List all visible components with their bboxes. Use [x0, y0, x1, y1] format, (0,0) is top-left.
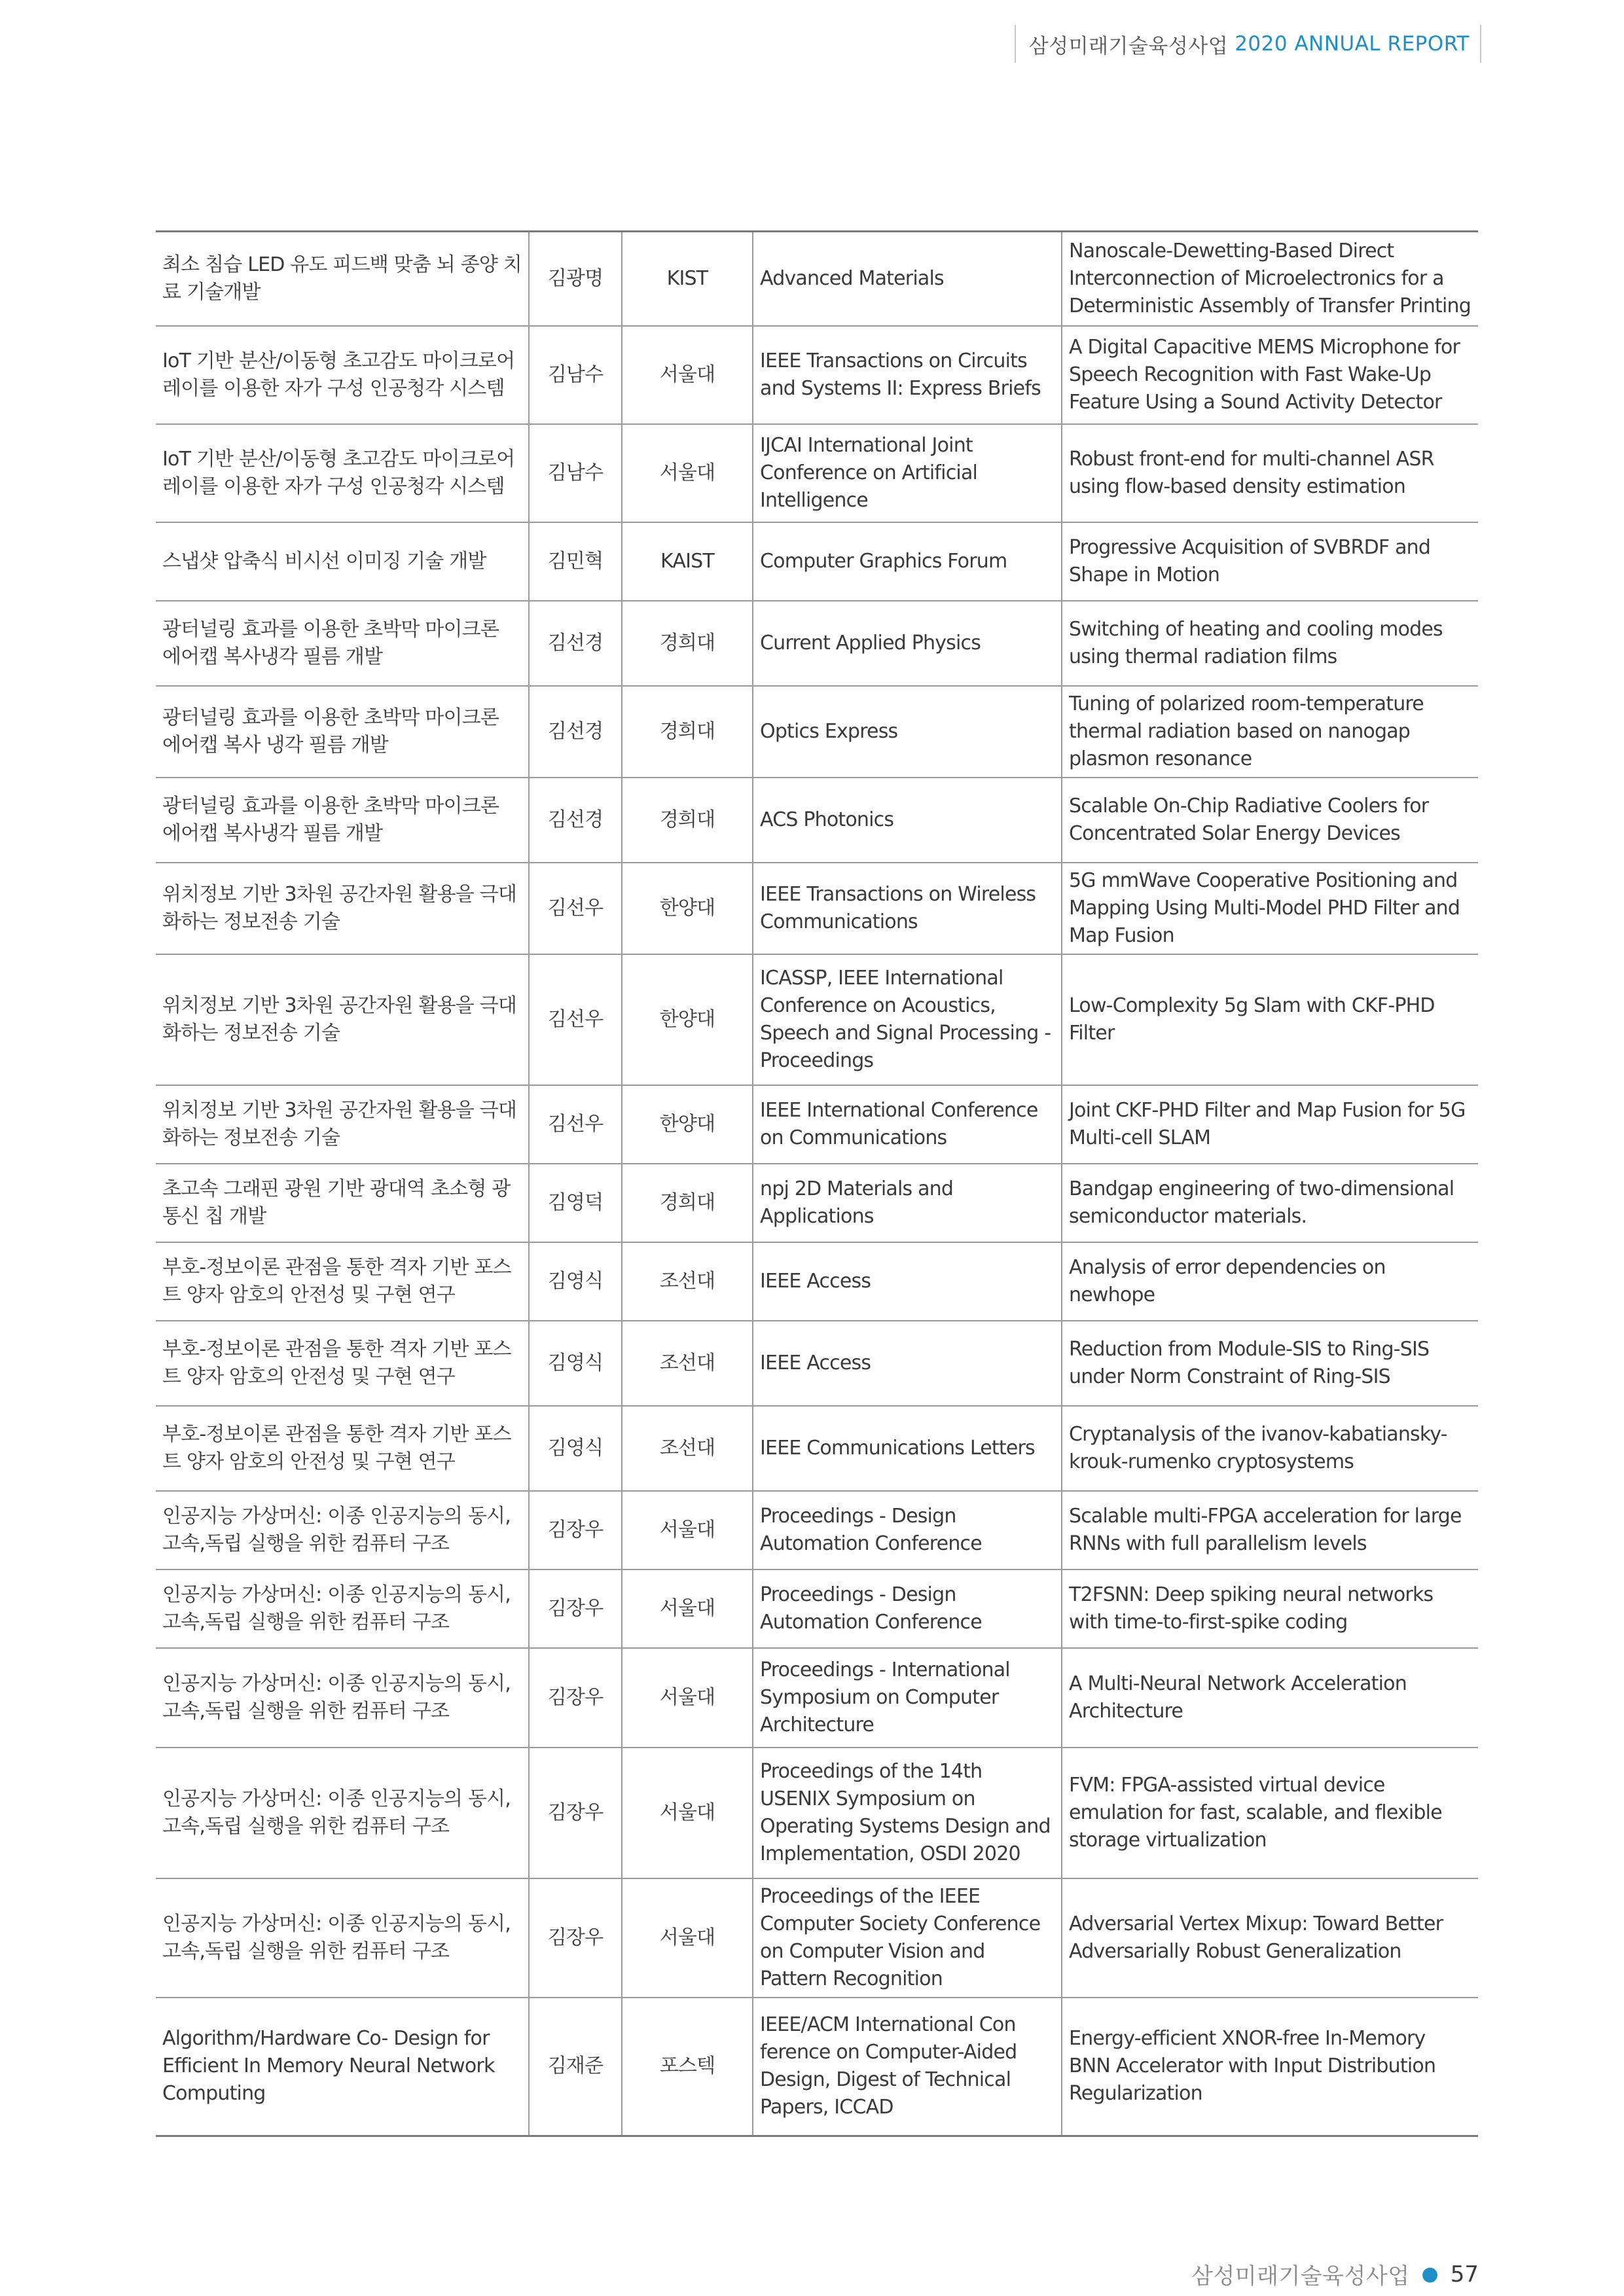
project-cell: 부호-정보이론 관점을 통한 격자 기반 포스트 양자 암호의 안전성 및 구현 연구	[156, 1406, 529, 1491]
paper-title-cell: Joint CKF-PHD Filter and Map Fusion for 5G Multi-cell SLAM	[1062, 1085, 1478, 1164]
venue-cell: IJCAI International Joint Conference on Artificial Intelligence	[753, 424, 1062, 522]
project-cell: 광터널링 효과를 이용한 초박막 마이크론 에어캡 복사 냉각 필름 개발	[156, 686, 529, 778]
institution-cell: 경희대	[622, 601, 753, 686]
table-row	[156, 1406, 1478, 1491]
table-row	[156, 1491, 1478, 1570]
table-row	[156, 1321, 1478, 1406]
table-row	[156, 863, 1478, 954]
paper-title-cell: FVM: FPGA-assisted virtual device emulation for fast, scalable, and flexible storage virtualization	[1062, 1748, 1478, 1878]
researcher-cell: 김영식	[529, 1321, 622, 1406]
paper-title-cell: Robust front-end for multi-channel ASR using flow-based density estimation	[1062, 424, 1478, 522]
paper-title-cell: T2FSNN: Deep spiking neural networks with time-to-first-spike coding	[1062, 1570, 1478, 1648]
paper-title-cell: Adversarial Vertex Mixup: Toward Better Adversarially Robust Generalization	[1062, 1878, 1478, 1998]
bullet-icon: ●	[1421, 2263, 1439, 2286]
paper-title-cell: Scalable multi-FPGA acceleration for large RNNs with full parallelism levels	[1062, 1491, 1478, 1570]
paper-title-cell: Energy-efficient XNOR-free In-Memory BNN Accelerator with Input Distribution Regularization	[1062, 1998, 1478, 2136]
project-cell: 광터널링 효과를 이용한 초박막 마이크론 에어캡 복사냉각 필름 개발	[156, 601, 529, 686]
institution-cell: KIST	[622, 232, 753, 326]
institution-cell: 서울대	[622, 1748, 753, 1878]
paper-title-cell: Bandgap engineering of two-dimensional semiconductor materials.	[1062, 1164, 1478, 1242]
project-cell: 부호-정보이론 관점을 통한 격자 기반 포스트 양자 암호의 안전성 및 구현 연구	[156, 1242, 529, 1321]
table-row	[156, 522, 1478, 601]
institution-cell: 서울대	[622, 1648, 753, 1748]
project-cell: 인공지능 가상머신: 이종 인공지능의 동시,고속,독립 실행을 위한 컴퓨터 구조	[156, 1570, 529, 1648]
institution-cell: 한양대	[622, 954, 753, 1085]
institution-cell: 서울대	[622, 1570, 753, 1648]
footer-org: 삼성미래기술육성사업	[1191, 2263, 1410, 2289]
institution-cell: 포스텍	[622, 1998, 753, 2136]
venue-cell: Proceedings of the 14th USENIX Symposium on Operating Systems Design and Implementation, OSDI 2020	[753, 1748, 1062, 1878]
paper-title-cell: Reduction from Module-SIS to Ring-SIS under Norm Constraint of Ring-SIS	[1062, 1321, 1478, 1406]
researcher-cell: 김선우	[529, 1085, 622, 1164]
project-cell: 인공지능 가상머신: 이종 인공지능의 동시,고속,독립 실행을 위한 컴퓨터 구조	[156, 1748, 529, 1878]
researcher-cell: 김영식	[529, 1406, 622, 1491]
venue-cell: Proceedings of the IEEE Computer Society Conference on Computer Vision and Pattern Recognition	[753, 1878, 1062, 1998]
researcher-cell: 김남수	[529, 326, 622, 424]
table-row	[156, 1998, 1478, 2136]
table-row	[156, 686, 1478, 778]
table-row	[156, 1242, 1478, 1321]
table-row	[156, 1164, 1478, 1242]
page-footer	[1191, 2258, 1479, 2290]
researcher-cell: 김장우	[529, 1878, 622, 1998]
header-report-title: 2020 ANNUAL REPORT	[1235, 32, 1470, 56]
table-row	[156, 232, 1478, 326]
venue-cell: Proceedings - Design Automation Conference	[753, 1570, 1062, 1648]
table-row	[156, 1878, 1478, 1998]
project-cell: 위치정보 기반 3차원 공간자원 활용을 극대화하는 정보전송 기술	[156, 863, 529, 954]
researcher-cell: 김재준	[529, 1998, 622, 2136]
project-cell: Algorithm/Hardware Co- Design for Efficient In Memory Neural Network Computing	[156, 1998, 529, 2136]
table-row	[156, 1570, 1478, 1648]
paper-title-cell: Cryptanalysis of the ivanov-kabatiansky-krouk-rumenko cryptosystems	[1062, 1406, 1478, 1491]
paper-title-cell: Progressive Acquisition of SVBRDF and Shape in Motion	[1062, 522, 1478, 601]
project-cell: 인공지능 가상머신: 이종 인공지능의 동시,고속,독립 실행을 위한 컴퓨터 구조	[156, 1648, 529, 1748]
institution-cell: 조선대	[622, 1321, 753, 1406]
institution-cell: 서울대	[622, 1878, 753, 1998]
publications-table	[156, 230, 1478, 2137]
venue-cell: IEEE Access	[753, 1242, 1062, 1321]
researcher-cell: 김광명	[529, 232, 622, 326]
table-row	[156, 601, 1478, 686]
venue-cell: IEEE International Conference on Communications	[753, 1085, 1062, 1164]
table-row	[156, 1748, 1478, 1878]
project-cell: IoT 기반 분산/이동형 초고감도 마이크로어레이를 이용한 자가 구성 인공청각 시스템	[156, 326, 529, 424]
paper-title-cell: Tuning of polarized room-temperature thermal radiation based on nanogap plasmon resonance	[1062, 686, 1478, 778]
table-row	[156, 424, 1478, 522]
institution-cell: 한양대	[622, 1085, 753, 1164]
venue-cell: IEEE Transactions on Wireless Communications	[753, 863, 1062, 954]
institution-cell: 경희대	[622, 1164, 753, 1242]
venue-cell: IEEE Transactions on Circuits and Systems II: Express Briefs	[753, 326, 1062, 424]
paper-title-cell: Switching of heating and cooling modes using thermal radiation films	[1062, 601, 1478, 686]
project-cell: 광터널링 효과를 이용한 초박막 마이크론 에어캡 복사냉각 필름 개발	[156, 778, 529, 863]
paper-title-cell: A Multi-Neural Network Acceleration Architecture	[1062, 1648, 1478, 1748]
table-row	[156, 326, 1478, 424]
venue-cell: IEEE/ACM International Con ference on Computer-Aided Design, Digest of Technical Papers, ICCAD	[753, 1998, 1062, 2136]
researcher-cell: 김민혁	[529, 522, 622, 601]
researcher-cell: 김영식	[529, 1242, 622, 1321]
researcher-cell: 김장우	[529, 1491, 622, 1570]
venue-cell: IEEE Access	[753, 1321, 1062, 1406]
researcher-cell: 김장우	[529, 1748, 622, 1878]
page-number: 57	[1450, 2261, 1479, 2287]
researcher-cell: 김남수	[529, 424, 622, 522]
table-row	[156, 778, 1478, 863]
institution-cell: 경희대	[622, 686, 753, 778]
venue-cell: ICASSP, IEEE International Conference on Acoustics, Speech and Signal Processing - Proceedings	[753, 954, 1062, 1085]
venue-cell: Advanced Materials	[753, 232, 1062, 326]
paper-title-cell: Low-Complexity 5g Slam with CKF-PHD Filter	[1062, 954, 1478, 1085]
paper-title-cell: 5G mmWave Cooperative Positioning and Mapping Using Multi-Model PHD Filter and Map Fusion	[1062, 863, 1478, 954]
project-cell: 위치정보 기반 3차원 공간자원 활용을 극대화하는 정보전송 기술	[156, 1085, 529, 1164]
institution-cell: KAIST	[622, 522, 753, 601]
researcher-cell: 김선경	[529, 778, 622, 863]
project-cell: 초고속 그래핀 광원 기반 광대역 초소형 광통신 칩 개발	[156, 1164, 529, 1242]
paper-title-cell: Nanoscale-Dewetting-Based Direct Interconnection of Microelectronics for a Deterministic Assembly of Transfer Printing	[1062, 232, 1478, 326]
institution-cell: 서울대	[622, 1491, 753, 1570]
venue-cell: Proceedings - International Symposium on Computer Architecture	[753, 1648, 1062, 1748]
running-header	[1015, 25, 1481, 63]
paper-title-cell: Analysis of error dependencies on newhope	[1062, 1242, 1478, 1321]
publications-table-body	[156, 232, 1478, 2136]
institution-cell: 조선대	[622, 1242, 753, 1321]
venue-cell: Current Applied Physics	[753, 601, 1062, 686]
researcher-cell: 김장우	[529, 1570, 622, 1648]
venue-cell: Proceedings - Design Automation Conference	[753, 1491, 1062, 1570]
institution-cell: 서울대	[622, 424, 753, 522]
project-cell: 인공지능 가상머신: 이종 인공지능의 동시,고속,독립 실행을 위한 컴퓨터 구조	[156, 1491, 529, 1570]
header-org: 삼성미래기술육성사업	[1028, 34, 1229, 58]
researcher-cell: 김선경	[529, 686, 622, 778]
venue-cell: npj 2D Materials and Applications	[753, 1164, 1062, 1242]
paper-title-cell: Scalable On-Chip Radiative Coolers for Concentrated Solar Energy Devices	[1062, 778, 1478, 863]
project-cell: 인공지능 가상머신: 이종 인공지능의 동시,고속,독립 실행을 위한 컴퓨터 구조	[156, 1878, 529, 1998]
venue-cell: Computer Graphics Forum	[753, 522, 1062, 601]
table-row	[156, 1648, 1478, 1748]
project-cell: 스냅샷 압축식 비시선 이미징 기술 개발	[156, 522, 529, 601]
researcher-cell: 김장우	[529, 1648, 622, 1748]
venue-cell: Optics Express	[753, 686, 1062, 778]
researcher-cell: 김영덕	[529, 1164, 622, 1242]
project-cell: IoT 기반 분산/이동형 초고감도 마이크로어레이를 이용한 자가 구성 인공청각 시스템	[156, 424, 529, 522]
project-cell: 최소 침습 LED 유도 피드백 맞춤 뇌 종양 치료 기술개발	[156, 232, 529, 326]
project-cell: 위치정보 기반 3차원 공간자원 활용을 극대화하는 정보전송 기술	[156, 954, 529, 1085]
project-cell: 부호-정보이론 관점을 통한 격자 기반 포스트 양자 암호의 안전성 및 구현 연구	[156, 1321, 529, 1406]
institution-cell: 서울대	[622, 326, 753, 424]
paper-title-cell: A Digital Capacitive MEMS Microphone for Speech Recognition with Fast Wake-Up Feature Using a Sound Activity Detector	[1062, 326, 1478, 424]
institution-cell: 한양대	[622, 863, 753, 954]
researcher-cell: 김선우	[529, 863, 622, 954]
table-row	[156, 1085, 1478, 1164]
institution-cell: 경희대	[622, 778, 753, 863]
venue-cell: ACS Photonics	[753, 778, 1062, 863]
researcher-cell: 김선우	[529, 954, 622, 1085]
table-row	[156, 954, 1478, 1085]
venue-cell: IEEE Communications Letters	[753, 1406, 1062, 1491]
researcher-cell: 김선경	[529, 601, 622, 686]
institution-cell: 조선대	[622, 1406, 753, 1491]
